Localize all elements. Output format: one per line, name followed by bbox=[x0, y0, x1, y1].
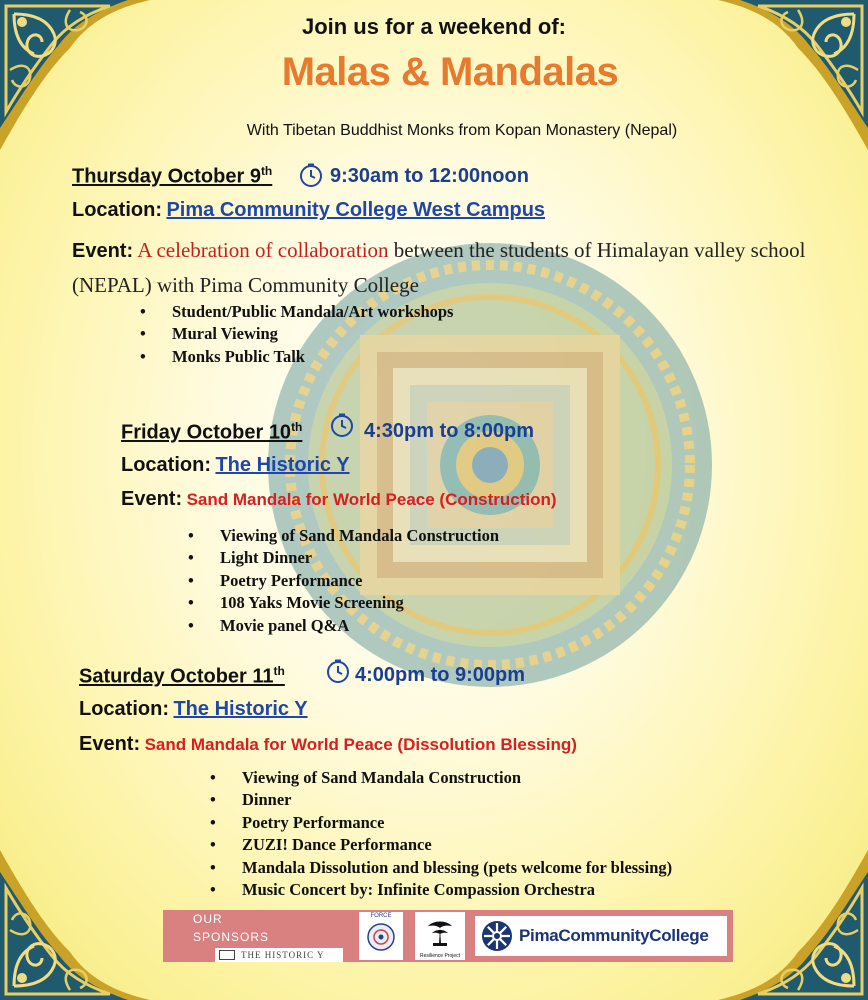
thursday-date bbox=[72, 164, 272, 189]
friday-event-row bbox=[121, 488, 557, 511]
list-item: • Mandala Dissolution and blessing (pets welcome for blessing) bbox=[210, 857, 672, 879]
list-item: • Light Dinner bbox=[188, 547, 499, 569]
sponsors-label-line1: OUR bbox=[193, 912, 223, 926]
saturday-date bbox=[79, 664, 285, 689]
saturday-time: 4:00pm to 9:00pm bbox=[355, 664, 526, 686]
thursday-day-suffix: th bbox=[260, 164, 273, 178]
list-item: • Poetry Performance bbox=[210, 812, 672, 834]
friday-event-name: Sand Mandala for World Peace (Construction) bbox=[186, 490, 557, 509]
event-subtitle: With Tibetan Buddhist Monks from Kopan Monastery (Nepal) bbox=[246, 122, 678, 139]
event-label: Event: bbox=[79, 733, 141, 755]
list-item: • Poetry Performance bbox=[188, 570, 499, 592]
sponsors-label bbox=[193, 910, 269, 946]
list-item: • Music Concert by: Infinite Compassion Orchestra bbox=[210, 879, 672, 901]
sponsors-bar bbox=[163, 910, 733, 962]
friday-time: 4:30pm to 8:00pm bbox=[364, 420, 535, 442]
friday-location-row bbox=[121, 454, 350, 477]
resilience-project-logo-text: Resilience Project bbox=[419, 953, 461, 959]
location-label: Location: bbox=[121, 454, 211, 476]
pima-logo-text: PimaCommunityCollege bbox=[519, 926, 709, 945]
saturday-activity-list bbox=[210, 767, 672, 901]
list-item: • Dinner bbox=[210, 789, 672, 811]
event-label: Event: bbox=[121, 488, 183, 510]
friday-day-suffix: th bbox=[291, 420, 303, 434]
thursday-event-rest: between the students of Himalayan valley school (NEPAL) with Pima Community College bbox=[72, 238, 806, 297]
list-item: • Mural Viewing bbox=[140, 323, 453, 345]
thursday-event-description bbox=[72, 233, 862, 302]
friday-activity-list bbox=[188, 525, 499, 637]
list-item: • ZUZI! Dance Performance bbox=[210, 834, 672, 856]
thursday-day-text: Thursday October 9 bbox=[72, 165, 261, 188]
saturday-event-row bbox=[79, 733, 577, 756]
list-item: • Viewing of Sand Mandala Construction bbox=[188, 525, 499, 547]
list-item: • Viewing of Sand Mandala Construction bbox=[210, 767, 672, 789]
saturday-location-row bbox=[79, 698, 308, 721]
saturday-event-name: Sand Mandala for World Peace (Dissolution Blessing) bbox=[144, 735, 577, 754]
clock-icon bbox=[326, 659, 350, 683]
corner-ornament-bottom-right bbox=[718, 850, 868, 1000]
thursday-location-row bbox=[72, 199, 545, 222]
saturday-day-suffix: th bbox=[273, 664, 285, 678]
friday-date bbox=[121, 420, 302, 445]
building-icon bbox=[219, 950, 235, 960]
location-label: Location: bbox=[72, 199, 162, 221]
corner-ornament-bottom-left bbox=[0, 850, 150, 1000]
list-item: • Student/Public Mandala/Art workshops bbox=[140, 301, 453, 323]
bonsai-tree-icon bbox=[424, 916, 456, 948]
saturday-day-text: Saturday October 11 bbox=[79, 665, 274, 688]
force-emblem-icon bbox=[366, 922, 396, 952]
force-logo-text: FORCE bbox=[370, 913, 392, 919]
thursday-activity-list bbox=[140, 301, 453, 368]
clock-icon bbox=[330, 413, 354, 437]
friday-location-link[interactable]: The Historic Y bbox=[215, 454, 350, 476]
clock-icon bbox=[299, 163, 323, 187]
thursday-time: 9:30am to 12:00noon bbox=[330, 165, 529, 187]
friday-day-text: Friday October 10 bbox=[121, 421, 292, 444]
thursday-location-link[interactable]: Pima Community College West Campus bbox=[166, 199, 546, 221]
historic-y-logo bbox=[215, 948, 343, 962]
pima-emblem-icon bbox=[481, 920, 513, 952]
intro-heading: Join us for a weekend of: bbox=[301, 14, 567, 39]
list-item: • Monks Public Talk bbox=[140, 346, 453, 368]
list-item: • 108 Yaks Movie Screening bbox=[188, 592, 499, 614]
sponsors-label-line2: SPONSORS bbox=[193, 930, 270, 944]
pima-community-college-logo bbox=[475, 916, 727, 956]
historic-y-logo-text: THE HISTORIC Y bbox=[241, 950, 325, 960]
thursday-event-highlight: A celebration of collaboration bbox=[137, 238, 389, 262]
resilience-project-logo bbox=[415, 912, 465, 960]
event-title: Malas & Mandalas bbox=[281, 50, 619, 94]
list-item: • Movie panel Q&A bbox=[188, 615, 499, 637]
saturday-location-link[interactable]: The Historic Y bbox=[173, 698, 308, 720]
event-label: Event: bbox=[72, 240, 134, 262]
location-label: Location: bbox=[79, 698, 169, 720]
force-logo bbox=[359, 912, 403, 960]
